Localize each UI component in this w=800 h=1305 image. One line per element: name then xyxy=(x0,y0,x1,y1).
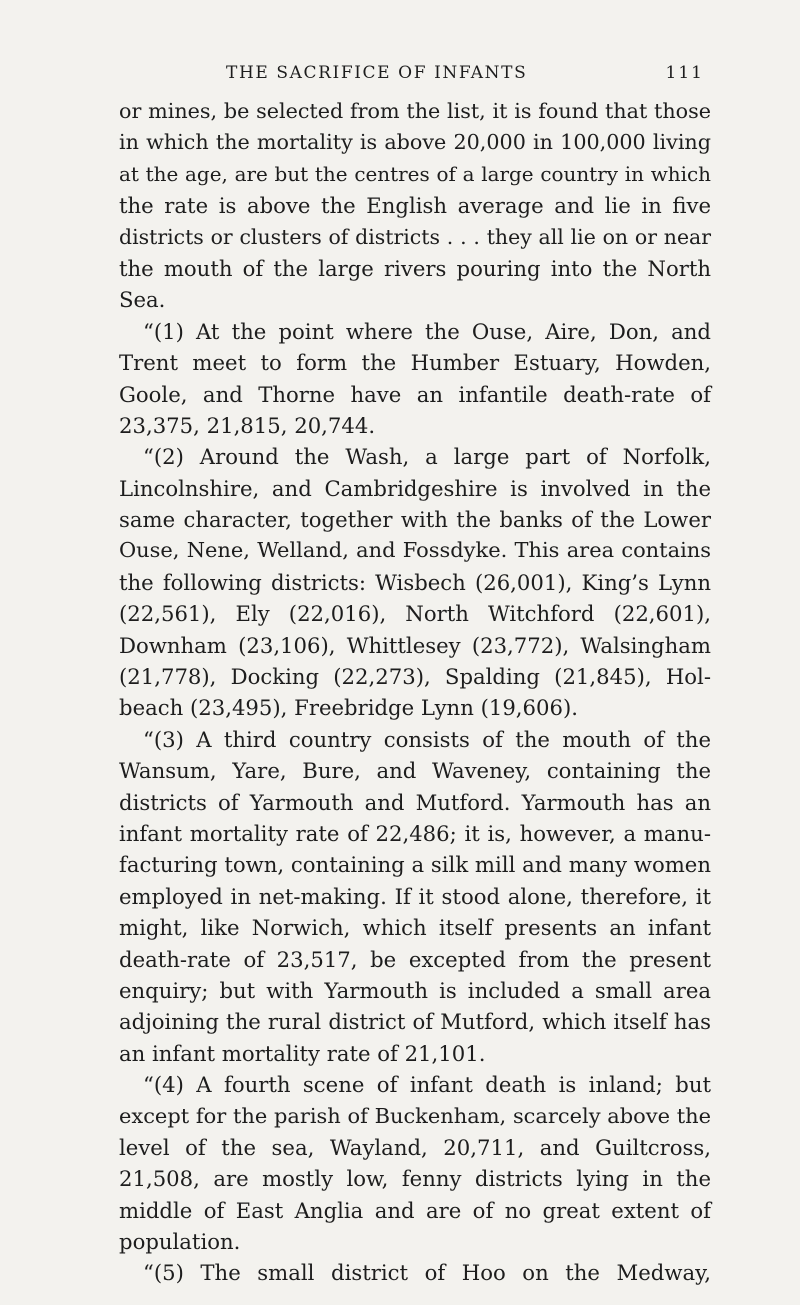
text-line: the rate is above the English average and lie in five xyxy=(119,193,711,219)
text-line: “(5) The small district of Hoo on the Medway, xyxy=(143,1260,711,1286)
text-line: an infant mortality rate of 21,101. xyxy=(119,1040,486,1066)
text-line: employed in net-making. If it stood alone, therefore, it xyxy=(119,883,711,909)
text-line: Ouse, Nene, Welland, and Fossdyke. This area contains xyxy=(119,538,711,563)
text-line: death-rate of 23,517, be excepted from the present xyxy=(119,946,711,972)
page-number: 111 xyxy=(665,63,704,83)
text-line: same character, together with the banks of the Lower xyxy=(119,507,711,533)
text-line: “(1) At the point where the Ouse, Aire, Don, and xyxy=(143,318,711,344)
text-line: facturing town, containing a silk mill and many women xyxy=(119,852,711,878)
text-line: “(3) A third country consists of the mouth of the xyxy=(143,726,711,752)
text-line: (21,778), Docking (22,273), Spalding (21,845), Hol- xyxy=(119,664,711,690)
text-line: enquiry; but with Yarmouth is included a small area xyxy=(119,977,711,1003)
text-line: districts or clusters of districts . . . they all lie on or near xyxy=(119,224,711,249)
text-line: Goole, and Thorne have an infantile death-rate of xyxy=(119,381,711,407)
text-line: 23,375, 21,815, 20,744. xyxy=(119,412,376,438)
text-line: “(2) Around the Wash, a large part of Norfolk, xyxy=(143,444,711,470)
text-line: Sea. xyxy=(119,287,166,313)
running-title: THE SACRIFICE OF INFANTS xyxy=(226,63,528,83)
text-line: might, like Norwich, which itself presents an infant xyxy=(119,915,711,941)
text-line: “(4) A fourth scene of infant death is inland; but xyxy=(143,1072,711,1098)
text-line: the following districts: Wisbech (26,001), King’s Lynn xyxy=(119,569,711,595)
text-line: at the age, are but the centres of a large country in which xyxy=(119,161,711,186)
text-line: level of the sea, Wayland, 20,711, and Guiltcross, xyxy=(119,1134,711,1160)
text-line: (22,561), Ely (22,016), North Witchford (22,601), xyxy=(119,601,711,627)
text-line: middle of East Anglia and are of no great extent of xyxy=(119,1197,711,1223)
text-line: infant mortality rate of 22,486; it is, however, a manu- xyxy=(119,820,711,846)
body-text xyxy=(119,96,711,1289)
text-line: except for the parish of Buckenham, scarcely above the xyxy=(119,1103,711,1128)
text-line: districts of Yarmouth and Mutford. Yarmouth has an xyxy=(119,789,711,815)
text-line: 21,508, are mostly low, fenny districts lying in the xyxy=(119,1166,711,1192)
text-line: adjoining the rural district of Mutford, which itself has xyxy=(119,1009,711,1035)
text-line: Wansum, Yare, Bure, and Waveney, containing the xyxy=(119,758,711,784)
text-line: beach (23,495), Freebridge Lynn (19,606). xyxy=(119,695,578,721)
text-line: the mouth of the large rivers pouring into the North xyxy=(119,255,711,281)
text-line: or mines, be selected from the list, it is found that those xyxy=(119,99,711,123)
text-line: population. xyxy=(119,1229,241,1255)
text-line: Downham (23,106), Whittlesey (23,772), Walsingham xyxy=(119,632,711,658)
text-line: Lincolnshire, and Cambridgeshire is involved in the xyxy=(119,475,711,501)
running-head xyxy=(0,58,800,88)
text-line: in which the mortality is above 20,000 in 100,000 living xyxy=(119,130,711,155)
text-line: Trent meet to form the Humber Estuary, Howden, xyxy=(119,350,711,376)
